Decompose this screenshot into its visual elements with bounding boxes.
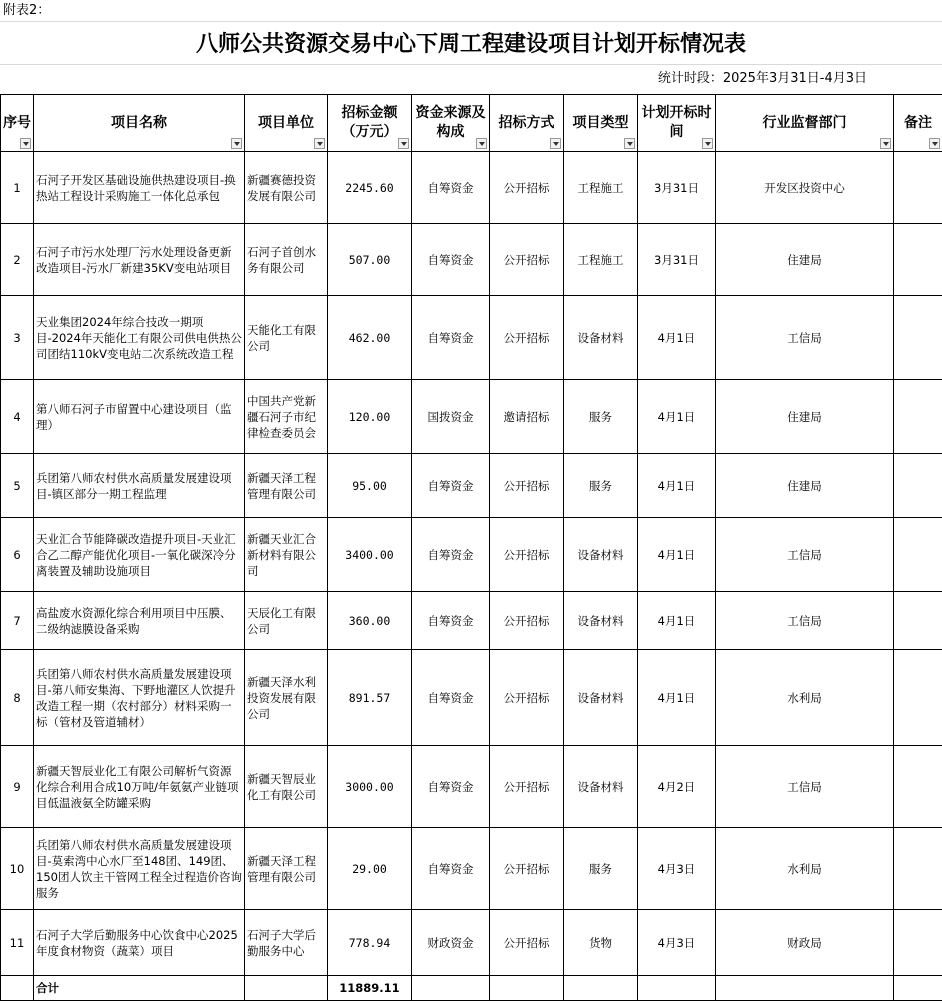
note-cell [894, 592, 942, 650]
total-amount: 11889.11 [328, 976, 412, 1001]
amount-cell: 360.00 [328, 592, 412, 650]
table-row [1, 224, 942, 296]
supervision-dept-cell: 工信局 [716, 592, 894, 650]
open-time-cell: 4月3日 [638, 828, 716, 910]
total-unit-cell [245, 976, 328, 1001]
total-label: 合计 [34, 976, 245, 1001]
fund-source-cell: 自筹资金 [412, 296, 490, 380]
supervision-dept-cell: 住建局 [716, 224, 894, 296]
project-unit-cell: 新疆天智辰业化工有限公司 [245, 746, 328, 828]
note-cell [894, 296, 942, 380]
project-name-cell: 第八师石河子市留置中心建设项目（监理） [34, 380, 245, 454]
amount-cell: 120.00 [328, 380, 412, 454]
seq-cell: 3 [1, 296, 34, 380]
amount-cell: 29.00 [328, 828, 412, 910]
project-unit-cell: 石河子首创水务有限公司 [245, 224, 328, 296]
filter-dropdown-icon[interactable] [702, 138, 713, 149]
tender-method-cell: 公开招标 [490, 592, 564, 650]
project-type-cell: 设备材料 [564, 746, 638, 828]
col-header-seq[interactable]: 序号 [1, 95, 34, 152]
project-type-cell: 工程施工 [564, 224, 638, 296]
open-time-cell: 3月31日 [638, 152, 716, 224]
col-header-name[interactable]: 项目名称 [34, 95, 245, 152]
page-title: 八师公共资源交易中心下周工程建设项目计划开标情况表 [0, 22, 942, 65]
seq-cell: 8 [1, 650, 34, 746]
fund-source-cell: 自筹资金 [412, 592, 490, 650]
supervision-dept-cell: 开发区投资中心 [716, 152, 894, 224]
supervision-dept-cell: 工信局 [716, 296, 894, 380]
project-unit-cell: 新疆天业汇合新材料有限公司 [245, 518, 328, 592]
note-cell [894, 152, 942, 224]
fund-source-cell: 自筹资金 [412, 650, 490, 746]
project-type-cell: 服务 [564, 380, 638, 454]
project-unit-cell: 中国共产党新疆石河子市纪律检查委员会 [245, 380, 328, 454]
col-header-time[interactable]: 计划开标时间 [638, 95, 716, 152]
seq-cell: 7 [1, 592, 34, 650]
fund-source-cell: 自筹资金 [412, 454, 490, 518]
tender-method-cell: 公开招标 [490, 454, 564, 518]
col-header-dept[interactable]: 行业监督部门 [716, 95, 894, 152]
project-unit-cell: 新疆赛德投资发展有限公司 [245, 152, 328, 224]
seq-cell: 11 [1, 910, 34, 976]
col-header-type[interactable]: 项目类型 [564, 95, 638, 152]
note-cell [894, 518, 942, 592]
tender-method-cell: 公开招标 [490, 518, 564, 592]
amount-cell: 3000.00 [328, 746, 412, 828]
project-type-cell: 货物 [564, 910, 638, 976]
project-unit-cell: 新疆天泽工程管理有限公司 [245, 454, 328, 518]
col-header-fund[interactable]: 资金来源及构成 [412, 95, 490, 152]
note-cell [894, 224, 942, 296]
tender-method-cell: 邀请招标 [490, 380, 564, 454]
seq-cell: 6 [1, 518, 34, 592]
seq-cell: 2 [1, 224, 34, 296]
project-type-cell: 设备材料 [564, 592, 638, 650]
table-row [1, 746, 942, 828]
project-type-cell: 服务 [564, 454, 638, 518]
open-time-cell: 4月1日 [638, 592, 716, 650]
table-row [1, 454, 942, 518]
project-type-cell: 服务 [564, 828, 638, 910]
filter-dropdown-icon[interactable] [314, 138, 325, 149]
table-row [1, 592, 942, 650]
tender-method-cell: 公开招标 [490, 650, 564, 746]
project-name-cell: 新疆天智辰业化工有限公司解析气资源化综合利用合成10万吨/年氨氨产业链项目低温液氨全防罐采购 [34, 746, 245, 828]
supervision-dept-cell: 住建局 [716, 380, 894, 454]
col-header-method[interactable]: 招标方式 [490, 95, 564, 152]
project-name-cell: 石河子开发区基础设施供热建设项目-换热站工程设计采购施工一体化总承包 [34, 152, 245, 224]
fund-source-cell: 自筹资金 [412, 518, 490, 592]
seq-cell: 4 [1, 380, 34, 454]
seq-cell: 9 [1, 746, 34, 828]
tender-method-cell: 公开招标 [490, 910, 564, 976]
total-seq-cell [1, 976, 34, 1001]
supervision-dept-cell: 水利局 [716, 650, 894, 746]
tender-plan-table [0, 94, 942, 1001]
project-unit-cell: 天辰化工有限公司 [245, 592, 328, 650]
total-row [1, 976, 942, 1001]
annex-label: 附表2： [0, 0, 942, 22]
filter-dropdown-icon[interactable] [880, 138, 891, 149]
col-header-amount[interactable]: 招标金额（万元） [328, 95, 412, 152]
amount-cell: 3400.00 [328, 518, 412, 592]
fund-source-cell: 财政资金 [412, 910, 490, 976]
project-type-cell: 设备材料 [564, 650, 638, 746]
project-name-cell: 石河子市污水处理厂污水处理设备更新改造项目-污水厂新建35KV变电站项目 [34, 224, 245, 296]
tender-method-cell: 公开招标 [490, 224, 564, 296]
project-type-cell: 工程施工 [564, 152, 638, 224]
project-name-cell: 兵团第八师农村供水高质量发展建设项目-第八师安集海、下野地灌区人饮提升改造工程一期（农村部分）材料采购一标（管材及管道辅材） [34, 650, 245, 746]
filter-dropdown-icon[interactable] [20, 138, 31, 149]
seq-cell: 5 [1, 454, 34, 518]
fund-source-cell: 自筹资金 [412, 828, 490, 910]
open-time-cell: 4月1日 [638, 296, 716, 380]
col-header-unit[interactable]: 项目单位 [245, 95, 328, 152]
project-type-cell: 设备材料 [564, 518, 638, 592]
col-header-note[interactable]: 备注 [894, 95, 942, 152]
supervision-dept-cell: 工信局 [716, 518, 894, 592]
supervision-dept-cell: 住建局 [716, 454, 894, 518]
table-row [1, 910, 942, 976]
project-name-cell: 高盐废水资源化综合利用项目中压膜、二级纳滤膜设备采购 [34, 592, 245, 650]
project-name-cell: 天业汇合节能降碳改造提升项目-天业汇合乙二醇产能优化项目-一氧化碳深冷分离装置及辅助设施项目 [34, 518, 245, 592]
project-name-cell: 石河子大学后勤服务中心饮食中心2025年度食材物资（蔬菜）项目 [34, 910, 245, 976]
amount-cell: 507.00 [328, 224, 412, 296]
project-name-cell: 天业集团2024年综合技改一期项目-2024年天能化工有限公司供电供热公司团结110kV变电站二次系统改造工程 [34, 296, 245, 380]
project-unit-cell: 石河子大学后勤服务中心 [245, 910, 328, 976]
project-type-cell: 设备材料 [564, 296, 638, 380]
amount-cell: 778.94 [328, 910, 412, 976]
open-time-cell: 4月1日 [638, 518, 716, 592]
table-row [1, 152, 942, 224]
table-row [1, 380, 942, 454]
amount-cell: 462.00 [328, 296, 412, 380]
seq-cell: 1 [1, 152, 34, 224]
project-unit-cell: 新疆天泽工程管理有限公司 [245, 828, 328, 910]
note-cell [894, 454, 942, 518]
open-time-cell: 3月31日 [638, 224, 716, 296]
fund-source-cell: 国拨资金 [412, 380, 490, 454]
filter-dropdown-icon[interactable] [929, 138, 940, 149]
note-cell [894, 828, 942, 910]
table-row [1, 518, 942, 592]
filter-dropdown-icon[interactable] [624, 138, 635, 149]
project-name-cell: 兵团第八师农村供水高质量发展建设项目-莫索湾中心水厂至148团、149团、150团人饮主干管网工程全过程造价咨询服务 [34, 828, 245, 910]
note-cell [894, 910, 942, 976]
tender-method-cell: 公开招标 [490, 152, 564, 224]
project-unit-cell: 天能化工有限公司 [245, 296, 328, 380]
tender-method-cell: 公开招标 [490, 828, 564, 910]
table-row [1, 650, 942, 746]
filter-dropdown-icon[interactable] [476, 138, 487, 149]
tender-method-cell: 公开招标 [490, 746, 564, 828]
statistics-period: 统计时段：2025年3月31日-4月3日 [657, 71, 867, 86]
amount-cell: 95.00 [328, 454, 412, 518]
open-time-cell: 4月1日 [638, 380, 716, 454]
note-cell [894, 746, 942, 828]
table-row [1, 296, 942, 380]
open-time-cell: 4月3日 [638, 910, 716, 976]
filter-dropdown-icon[interactable] [550, 138, 561, 149]
fund-source-cell: 自筹资金 [412, 224, 490, 296]
note-cell [894, 650, 942, 746]
open-time-cell: 4月2日 [638, 746, 716, 828]
table-row [1, 828, 942, 910]
open-time-cell: 4月1日 [638, 650, 716, 746]
fund-source-cell: 自筹资金 [412, 152, 490, 224]
fund-source-cell: 自筹资金 [412, 746, 490, 828]
supervision-dept-cell: 财政局 [716, 910, 894, 976]
tender-method-cell: 公开招标 [490, 296, 564, 380]
table-body [1, 152, 942, 976]
supervision-dept-cell: 工信局 [716, 746, 894, 828]
note-cell [894, 380, 942, 454]
project-unit-cell: 新疆天泽水利投资发展有限公司 [245, 650, 328, 746]
filter-dropdown-icon[interactable] [398, 138, 409, 149]
project-name-cell: 兵团第八师农村供水高质量发展建设项目-镇区部分一期工程监理 [34, 454, 245, 518]
amount-cell: 2245.60 [328, 152, 412, 224]
seq-cell: 10 [1, 828, 34, 910]
header-row [1, 95, 942, 152]
filter-dropdown-icon[interactable] [231, 138, 242, 149]
open-time-cell: 4月1日 [638, 454, 716, 518]
amount-cell: 891.57 [328, 650, 412, 746]
supervision-dept-cell: 水利局 [716, 828, 894, 910]
